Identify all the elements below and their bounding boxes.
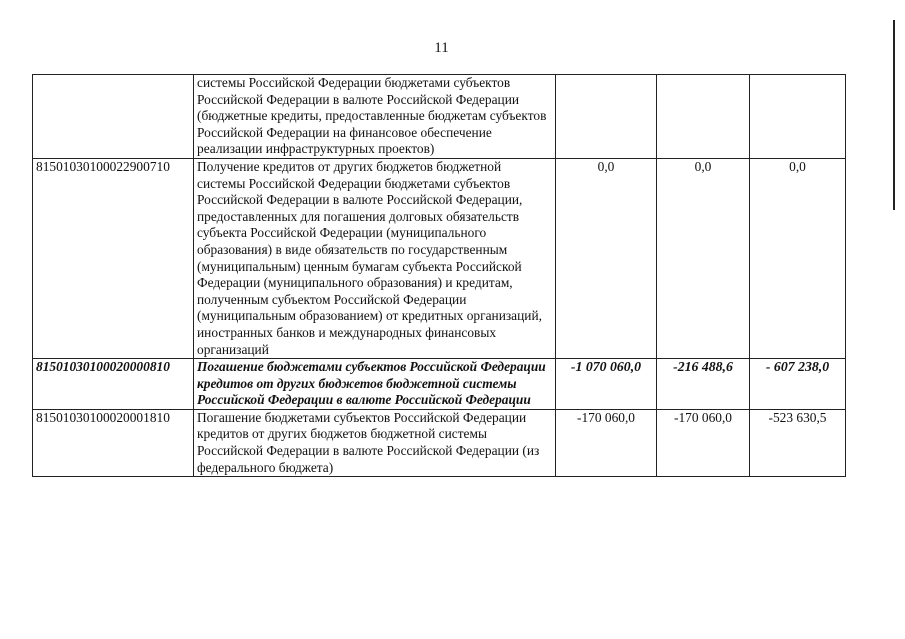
row-name: Получение кредитов от других бюджетов бюджетной системы Российской Федерации бюджетами субъектов Российской Федерации в валюте Российской Федерации, предоставленных для погашения долговых обязательств субъекта Российской Федерации (муниципального образования) в виде обязательств по государственным (муниципальным) ценным бумагам субъекта Российской Федерации (муниципального образования) и кредитам, полученным субъектом Российской Федерации (муниципальным образованием) от кредитных организаций, иностранных банков и международных финансовых организаций: [194, 158, 556, 358]
row-name: Погашение бюджетами субъектов Российской Федерации кредитов от других бюджетов бюджетной системы Российской Федерации в валюте Российской Федерации: [194, 359, 556, 410]
budget-table: [32, 74, 846, 477]
row-value-2: 0,0: [657, 158, 750, 358]
table-row-total: [33, 359, 846, 410]
row-value-3: 0,0: [750, 158, 846, 358]
page-edge-line: [893, 20, 895, 210]
row-value-3: [750, 75, 846, 159]
row-value-2: [657, 75, 750, 159]
row-code: 81501030100020000810: [33, 359, 194, 410]
row-value-3: - 607 238,0: [750, 359, 846, 410]
table-row: [33, 158, 846, 358]
row-value-2: -216 488,6: [657, 359, 750, 410]
row-name: Погашение бюджетами субъектов Российской Федерации кредитов от других бюджетов бюджетной системы Российской Федерации в валюте Российской Федерации (из федерального бюджета): [194, 409, 556, 476]
row-value-1: [556, 75, 657, 159]
row-code: [33, 75, 194, 159]
row-value-1: 0,0: [556, 158, 657, 358]
page-number: 11: [434, 40, 449, 56]
table-row: [33, 75, 846, 159]
row-value-1: -170 060,0: [556, 409, 657, 476]
row-value-3: -523 630,5: [750, 409, 846, 476]
row-value-2: -170 060,0: [657, 409, 750, 476]
table-row: [33, 409, 846, 476]
row-code: 81501030100020001810: [33, 409, 194, 476]
row-name: системы Российской Федерации бюджетами субъектов Российской Федерации в валюте Российской Федерации (бюджетные кредиты, предоставленные бюджетам субъектов Российской Федерации на финансовое обеспечение реализации инфраструктурных проектов): [194, 75, 556, 159]
row-code: 81501030100022900710: [33, 158, 194, 358]
row-value-1: -1 070 060,0: [556, 359, 657, 410]
